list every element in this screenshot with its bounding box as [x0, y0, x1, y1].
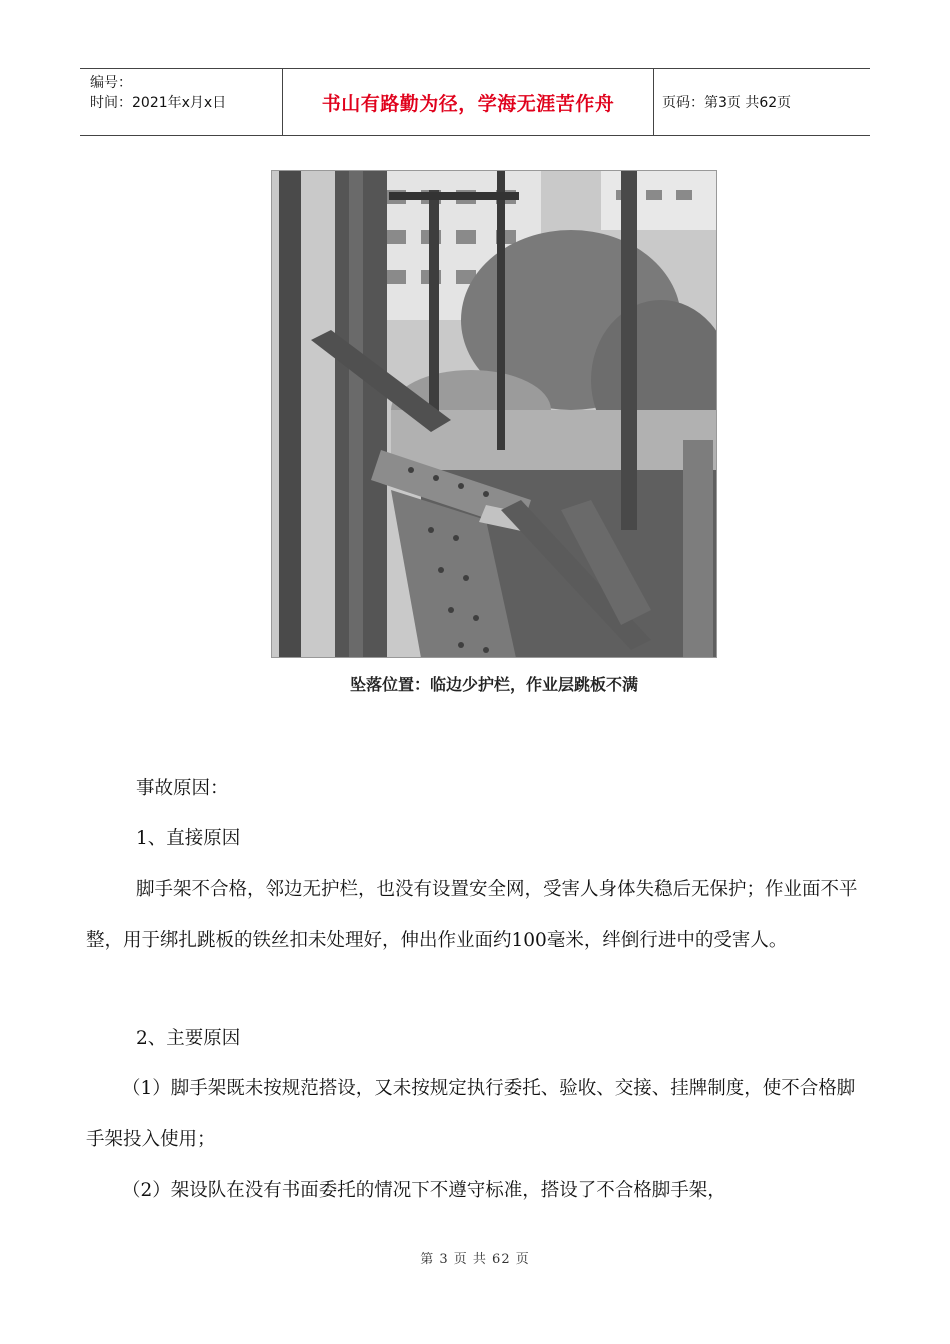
main-cause-title: 2、主要原因 [136, 1028, 241, 1049]
section-heading: 事故原因： [136, 778, 229, 799]
scaffold-photo [271, 170, 717, 658]
direct-cause-title: 1、直接原因 [136, 828, 241, 849]
page-footer: 第 3 页 共 62 页 [420, 1252, 530, 1267]
header-meta [80, 69, 282, 135]
header-motto: 书山有路勤为径，学海无涯苦作舟 [282, 69, 654, 135]
document-header [80, 68, 870, 136]
main-cause-item-2: （2）架设队在没有书面委托的情况下不遵守标准，搭设了不合格脚手架， [122, 1180, 726, 1201]
header-page-info: 页码：第3页 共62页 [662, 95, 792, 111]
document-number-label: 编号： [90, 75, 132, 91]
figure-caption: 坠落位置：临边少护栏，作业层跳板不满 [349, 675, 638, 694]
direct-cause-text: 脚手架不合格，邻边无护栏，也没有设置安全网，受害人身体失稳后无保护；作业面不平整，用于绑扎跳板的铁丝扣未处理好，伸出作业面约100毫米，绊倒行进中的受害人。 [86, 879, 858, 951]
main-cause-item-1: （1）脚手架既未按规范搭设，又未按规定执行委托、验收、交接、挂牌制度，使不合格脚手架投入使用； [86, 1078, 856, 1150]
document-time-label: 时间：2021年x月x日 [90, 95, 227, 111]
